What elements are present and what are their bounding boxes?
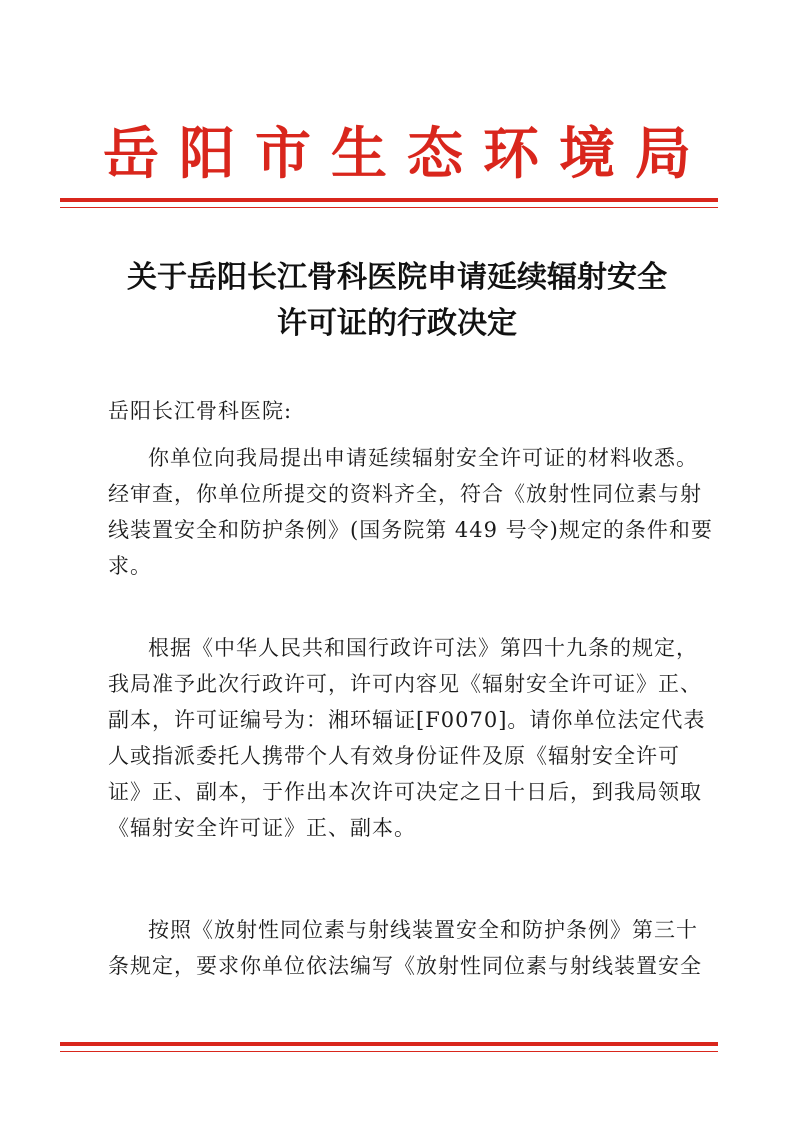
paragraph-3 bbox=[108, 912, 702, 984]
paragraph-line: 证》正、副本，于作出本次许可决定之日十日后，到我局领取 bbox=[108, 780, 702, 804]
paragraph-2 bbox=[108, 630, 706, 846]
document-title-line-1: 关于岳阳长江骨科医院申请延续辐射安全 bbox=[127, 260, 667, 295]
agency-letterhead-title: 岳阳市生态环境局 bbox=[103, 121, 711, 187]
letterhead-red-rule-thin bbox=[60, 207, 718, 208]
paragraph-line: 我局准予此次行政许可，许可内容见《辐射安全许可证》正、 bbox=[108, 672, 702, 696]
footer-red-rule-thick bbox=[60, 1042, 718, 1046]
footer-red-rule-thin bbox=[60, 1051, 718, 1052]
paragraph-line: 你单位向我局提出申请延续辐射安全许可证的材料收悉。 bbox=[148, 446, 698, 470]
paragraph-line: 经审查，你单位所提交的资料齐全，符合《放射性同位素与射 bbox=[108, 482, 702, 506]
salutation: 岳阳长江骨科医院: bbox=[108, 399, 293, 423]
document-title-line-2: 许可证的行政决定 bbox=[277, 306, 517, 341]
paragraph-line: 人或指派委托人携带个人有效身份证件及原《辐射安全许可 bbox=[108, 744, 680, 768]
paragraph-line: 按照《放射性同位素与射线装置安全和防护条例》第三十 bbox=[148, 918, 698, 942]
paragraph-line: 求。 bbox=[108, 554, 152, 578]
paragraph-line: 副本，许可证编号为：湘环辐证[F0070]。请你单位法定代表 bbox=[108, 708, 706, 732]
paragraph-line: 条规定，要求你单位依法编写《放射性同位素与射线装置安全 bbox=[108, 954, 702, 978]
paragraph-1 bbox=[108, 440, 713, 584]
letterhead-red-rule-thick bbox=[60, 198, 718, 202]
paragraph-line: 根据《中华人民共和国行政许可法》第四十九条的规定， bbox=[148, 636, 698, 660]
paragraph-line: 线装置安全和防护条例》(国务院第 449 号令)规定的条件和要 bbox=[108, 518, 713, 542]
paragraph-line: 《辐射安全许可证》正、副本。 bbox=[108, 816, 416, 840]
